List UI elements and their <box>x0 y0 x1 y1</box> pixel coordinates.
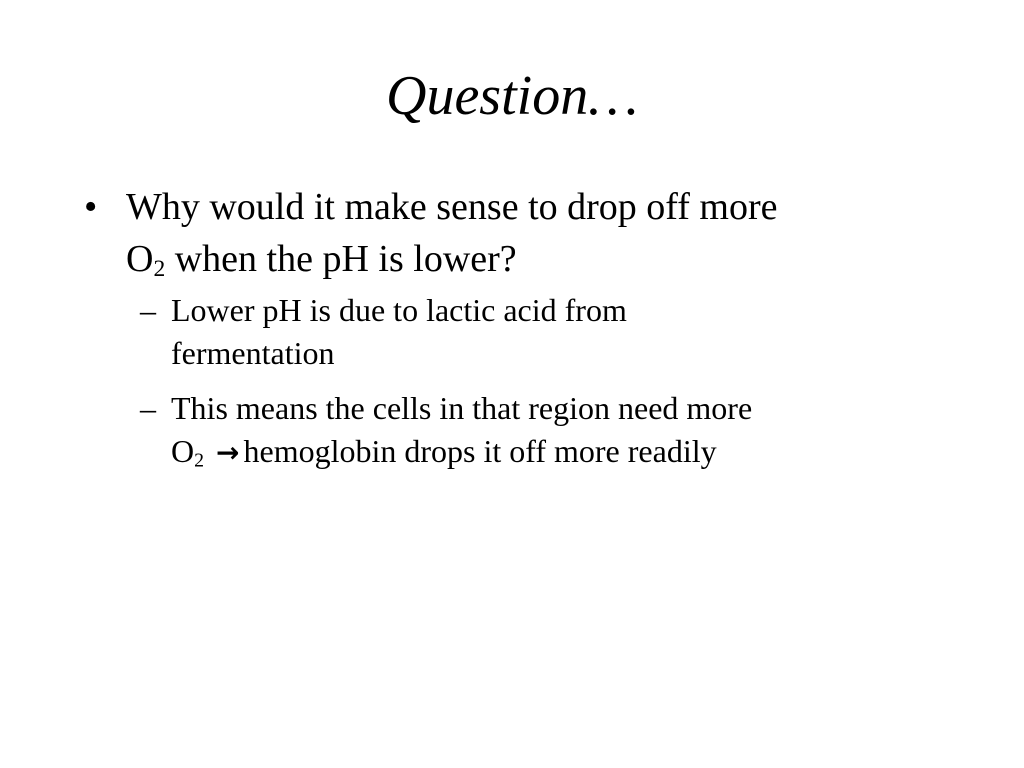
oxygen-subscript: 2 <box>153 256 166 283</box>
bullet-text-line1: Why would it make sense to drop off more <box>126 186 778 228</box>
subpoint-text-line2: fermentation <box>171 335 335 371</box>
subpoint-text-line1: This means the cells in that region need more <box>171 390 753 426</box>
dash-marker: – <box>140 292 156 328</box>
slide-title: Question… <box>386 65 638 127</box>
oxygen-symbol: O <box>171 433 195 469</box>
bullet-text-line2-rest: when the pH is lower? <box>165 238 517 280</box>
arrow-right-icon: → <box>216 436 240 469</box>
bullet-marker: • <box>84 186 98 228</box>
subpoint-text-line1: Lower pH is due to lactic acid from <box>171 292 627 328</box>
bullet-text-line2 <box>126 238 517 283</box>
subpoint-item <box>84 289 944 375</box>
subpoint-text-line2-rest: hemoglobin drops it off more readily <box>243 433 717 469</box>
slide-body <box>84 181 944 474</box>
subpoint-item <box>84 387 944 474</box>
oxygen-subscript: 2 <box>194 449 205 472</box>
bullet-item <box>84 181 944 285</box>
oxygen-symbol: O <box>126 238 154 280</box>
dash-marker: – <box>140 390 156 426</box>
subpoint-text-line2 <box>171 433 717 472</box>
